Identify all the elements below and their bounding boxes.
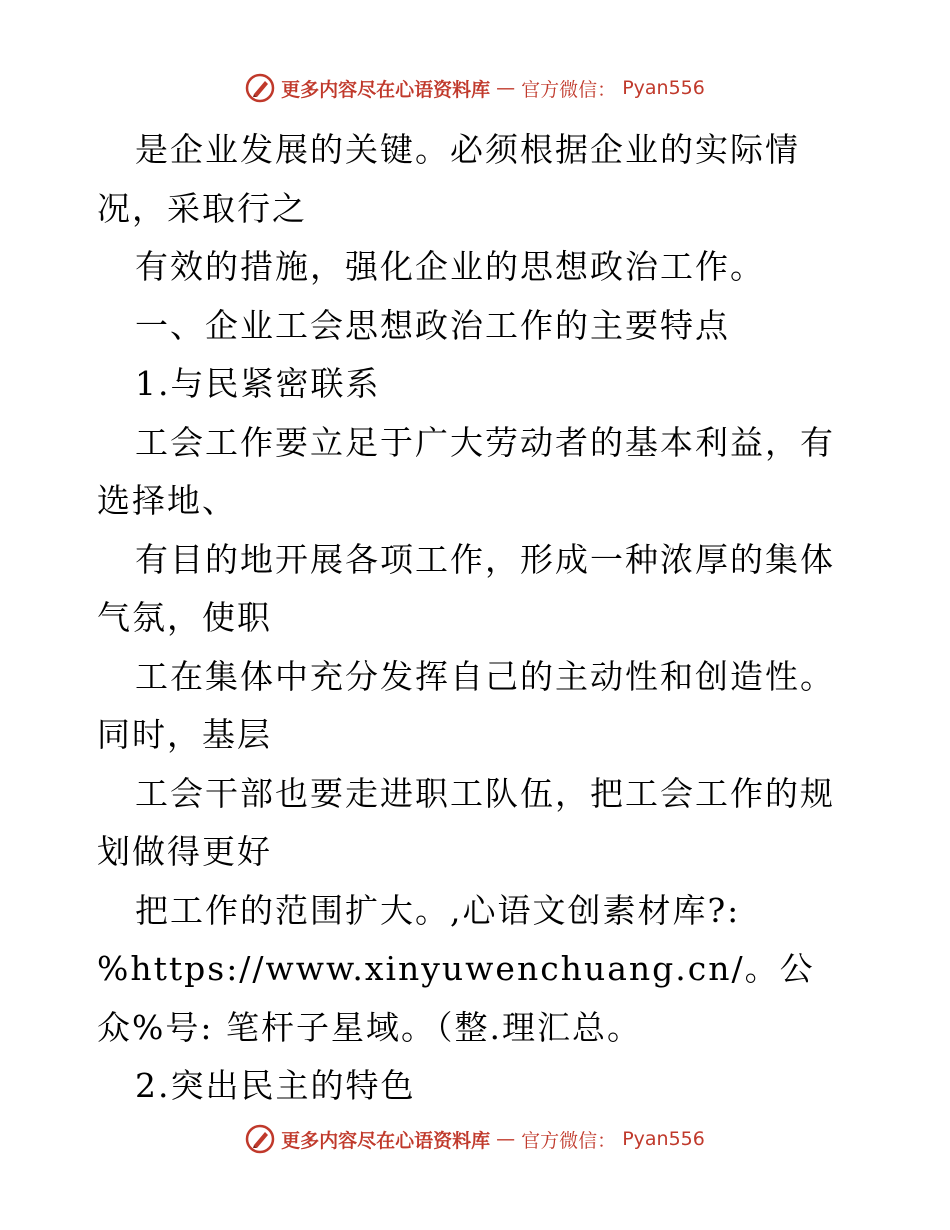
paragraph: 工会工作要立足于广大劳动者的基本利益，有选择地、 (97, 422, 835, 520)
watermark-main-text: 更多内容尽在心语资料库 (281, 1129, 491, 1152)
subsection-heading: 2.突出民主的特色 (135, 1066, 416, 1105)
paragraph: 工会干部也要走进职工队伍，把工会工作的规划做得更好 (97, 773, 835, 871)
paragraph: 是企业发展的关键。必须根据企业的实际情况，采取行之 (97, 130, 800, 228)
document-body (97, 121, 857, 1116)
paragraph: 有目的地开展各项工作，形成一种浓厚的集体气氛，使职 (97, 539, 835, 637)
watermark-main-text: 更多内容尽在心语资料库 (281, 78, 491, 101)
watermark-dash: — (496, 1128, 516, 1150)
watermark-dash: — (496, 77, 516, 99)
footer-watermark (0, 1124, 950, 1154)
watermark-sub-text: 官方微信： (521, 1129, 617, 1152)
watermark-id: Pyan556 (622, 77, 705, 99)
paragraph: 把工作的范围扩大。,心语文创素材库?: (135, 890, 741, 930)
watermark-sub-text: 官方微信： (521, 78, 617, 101)
subsection-heading: 1.与民紧密联系 (135, 364, 381, 403)
paragraph: 工在集体中充分发挥自己的主动性和创造性。同时，基层 (97, 656, 835, 754)
paragraph: %https://www.xinyuwenchuang.cn/。公众%号: 笔杆子星域。（整.理汇总。 (97, 949, 815, 1047)
watermark-id: Pyan556 (622, 1128, 705, 1150)
pen-logo-icon (245, 73, 275, 103)
section-heading: 一、企业工会思想政治工作的主要特点 (135, 305, 730, 345)
pen-logo-icon (245, 1124, 275, 1154)
header-watermark (0, 73, 950, 103)
paragraph: 有效的措施，强化企业的思想政治工作。 (135, 247, 765, 286)
